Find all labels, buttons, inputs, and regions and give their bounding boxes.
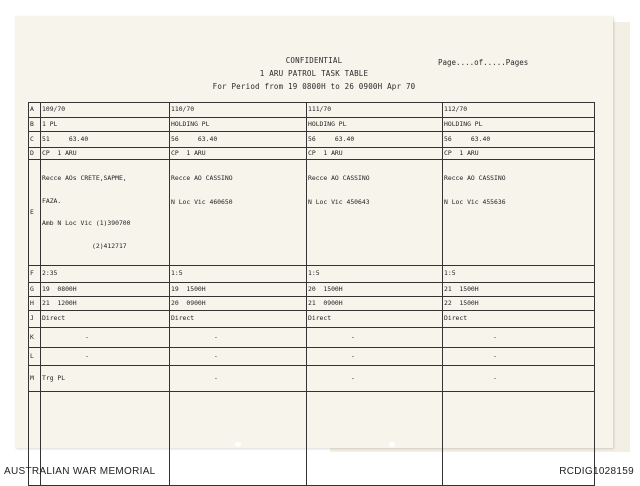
- row-label: M: [29, 366, 41, 392]
- task-cell: 56 63.40: [170, 132, 307, 148]
- table-row-b: [29, 118, 595, 132]
- task-cell: HOLDING PL: [170, 118, 307, 132]
- task-cell: Direct: [41, 311, 170, 328]
- task-cell: Direct: [170, 311, 307, 328]
- task-cell: [443, 160, 595, 266]
- task-cell: -: [307, 366, 443, 392]
- task-cell: -: [443, 348, 595, 366]
- task-cell: 51 63.40: [41, 132, 170, 148]
- task-cell: -: [170, 366, 307, 392]
- table-row-f: [29, 266, 595, 283]
- task-line: Recce AO CASSINO: [444, 174, 506, 182]
- table-row-h: [29, 297, 595, 311]
- row-label: J: [29, 311, 41, 328]
- unit-title: 1 ARU PATROL TASK TABLE: [259, 69, 369, 78]
- row-label: F: [29, 266, 41, 283]
- task-cell: 1:5: [443, 266, 595, 283]
- task-cell: CP 1 ARU: [41, 148, 170, 160]
- record-reference: RCDIG1028159: [559, 466, 634, 477]
- row-label: D: [29, 148, 41, 160]
- task-line: (2)412717: [42, 241, 127, 250]
- row-label: E: [29, 160, 41, 266]
- row-label: G: [29, 283, 41, 297]
- task-cell: [41, 160, 170, 266]
- table-row-g: [29, 283, 595, 297]
- classification-heading: CONFIDENTIAL: [285, 56, 343, 65]
- task-cell: 56 63.40: [307, 132, 443, 148]
- task-cell: 112/70: [443, 103, 595, 118]
- task-line: FAZA.: [42, 196, 62, 205]
- punch-hole: [389, 442, 395, 447]
- page-numbering: Page....of.....Pages: [438, 58, 529, 67]
- task-cell: -: [443, 328, 595, 348]
- task-cell: 111/70: [307, 103, 443, 118]
- task-cell: Direct: [307, 311, 443, 328]
- row-label: A: [29, 103, 41, 118]
- task-cell: [170, 392, 307, 486]
- task-cell: 21 1500H: [443, 283, 595, 297]
- task-cell: 20 1500H: [307, 283, 443, 297]
- task-line: Recce AOs CRETE,SAPME,: [42, 174, 127, 182]
- document-page: [15, 16, 613, 448]
- patrol-task-table: [28, 102, 595, 486]
- row-label: C: [29, 132, 41, 148]
- task-cell: 22 1500H: [443, 297, 595, 311]
- task-line: N Loc Vic 455636: [444, 197, 506, 206]
- task-line: N Loc Vic 460650: [171, 197, 233, 206]
- table-row-a: [29, 103, 595, 118]
- task-cell: HOLDING PL: [307, 118, 443, 132]
- punch-hole: [235, 442, 241, 447]
- row-label: L: [29, 348, 41, 366]
- task-cell: [307, 160, 443, 266]
- row-label: K: [29, 328, 41, 348]
- task-cell: 21 1200H: [41, 297, 170, 311]
- task-cell: 19 0800H: [41, 283, 170, 297]
- task-cell: -: [170, 348, 307, 366]
- task-cell: -: [307, 328, 443, 348]
- task-cell: 2:35: [41, 266, 170, 283]
- task-cell: -: [307, 348, 443, 366]
- task-cell: 1:5: [170, 266, 307, 283]
- task-cell: -: [170, 328, 307, 348]
- task-line: Recce AO CASSINO: [308, 174, 370, 182]
- task-cell: -: [443, 366, 595, 392]
- row-label: B: [29, 118, 41, 132]
- table-row-d: [29, 148, 595, 160]
- table-row-k: [29, 328, 595, 348]
- table-row-c: [29, 132, 595, 148]
- task-cell: -: [41, 328, 170, 348]
- task-cell: 1:5: [307, 266, 443, 283]
- task-cell: 1 PL: [41, 118, 170, 132]
- table-row-e: [29, 160, 595, 266]
- task-cell: [307, 392, 443, 486]
- task-cell: Trg PL: [41, 366, 170, 392]
- task-cell: CP 1 ARU: [170, 148, 307, 160]
- institution-credit: AUSTRALIAN WAR MEMORIAL: [4, 466, 156, 477]
- task-cell: HOLDING PL: [443, 118, 595, 132]
- task-line: Amb N Loc Vic (1)390700: [42, 219, 131, 227]
- task-cell: 21 0900H: [307, 297, 443, 311]
- table-row-l: [29, 348, 595, 366]
- task-cell: 19 1500H: [170, 283, 307, 297]
- task-cell: 20 0900H: [170, 297, 307, 311]
- task-cell: -: [41, 348, 170, 366]
- task-line: Recce AO CASSINO: [171, 174, 233, 182]
- task-cell: CP 1 ARU: [307, 148, 443, 160]
- task-cell: Direct: [443, 311, 595, 328]
- task-line: N Loc Vic 450643: [308, 197, 370, 206]
- period-line: For Period from 19 0800H to 26 0900H Apr 70: [212, 82, 416, 91]
- task-cell: CP 1 ARU: [443, 148, 595, 160]
- task-cell: 56 63.40: [443, 132, 595, 148]
- task-cell: 110/70: [170, 103, 307, 118]
- row-label: H: [29, 297, 41, 311]
- task-cell: [170, 160, 307, 266]
- table-row-m: [29, 366, 595, 392]
- task-cell: 109/70: [41, 103, 170, 118]
- table-row-j: [29, 311, 595, 328]
